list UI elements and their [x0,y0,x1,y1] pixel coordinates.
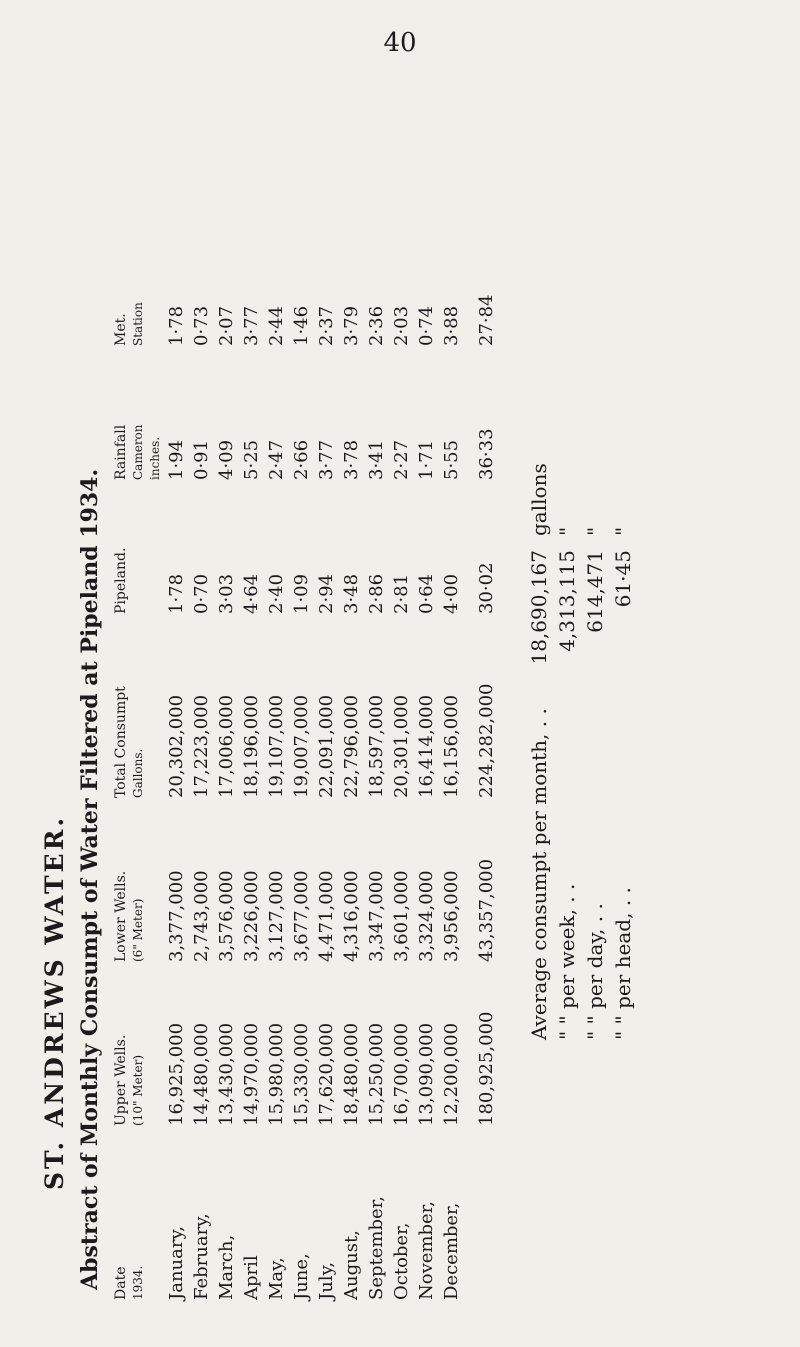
month-label: March, [216,1234,237,1300]
cell-cameron: 3·41 [366,439,387,480]
header-met-station: Met. Station [113,302,145,346]
cell-lower: 3,324,000 [416,870,437,962]
average-row [525,70,553,1040]
cell-met: 2·36 [366,305,387,346]
average-label: " " per day, . . [583,903,607,1040]
cell-lower: 3,677,000 [291,870,312,962]
average-row [609,70,637,1040]
cell-upper: 16,700,000 [391,1022,412,1126]
cell-pipeland: 0·64 [416,573,437,614]
cell-upper: 12,200,000 [441,1022,462,1126]
cell-cameron: 5·25 [241,439,262,480]
cell-lower: 3,956,000 [441,870,462,962]
cell-cameron: 2·66 [291,439,312,480]
cell-cameron: 1·94 [166,439,187,480]
cell-lower: 3,347,000 [366,870,387,962]
cell-met: 2·37 [316,305,337,346]
cell-total: 16,156,000 [441,694,462,798]
month-label: February, [191,1213,212,1300]
average-value: 18,690,167 [527,550,551,665]
total-lower: 43,357,000 [476,858,497,962]
cell-cameron: 5·55 [441,439,462,480]
average-row [581,70,609,1040]
consumpt-table [113,70,164,1300]
month-label: January, [166,1226,187,1300]
cell-lower: 3,226,000 [241,870,262,962]
cell-upper: 15,250,000 [366,1022,387,1126]
cell-total: 22,091,000 [316,694,337,798]
cell-cameron: 3·78 [341,439,362,480]
cell-met: 0·73 [191,305,212,346]
cell-pipeland: 2·40 [266,573,287,614]
cell-upper: 18,480,000 [341,1022,362,1126]
header-lower-wells: Lower Wells. (6" Meter) [113,870,145,962]
month-label: July, [316,1261,337,1300]
cell-upper: 16,925,000 [166,1022,187,1126]
month-label: October, [391,1222,412,1300]
average-value: 614,471 [583,550,607,633]
cell-upper: 17,620,000 [316,1022,337,1126]
month-label: August, [341,1230,362,1300]
cell-upper: 15,330,000 [291,1022,312,1126]
cell-pipeland: 4·00 [441,573,462,614]
total-cameron: 36·33 [476,428,497,480]
average-unit: " [555,526,579,536]
cell-pipeland: 2·86 [366,573,387,614]
document-title: ST. ANDREWS WATER. [40,814,69,1190]
cell-upper: 14,480,000 [191,1022,212,1126]
average-unit: gallons [527,463,551,536]
cell-total: 16,414,000 [416,694,437,798]
header-total-consumpt: Total Consumpt Gallons. [113,686,145,798]
cell-pipeland: 4·64 [241,573,262,614]
cell-met: 0·74 [416,305,437,346]
cell-total: 18,196,000 [241,694,262,798]
total-consumpt: 224,282,000 [476,683,497,798]
cell-met: 3·88 [441,305,462,346]
total-met: 27·84 [476,294,497,346]
table-caption: Abstract of Monthly Consumpt of Water Filtered at Pipeland 1934. [77,468,103,1290]
cell-pipeland: 2·81 [391,573,412,614]
month-label: April [241,1255,262,1300]
cell-lower: 4,471,000 [316,870,337,962]
cell-cameron: 4·09 [216,439,237,480]
cell-lower: 3,127,000 [266,870,287,962]
cell-lower: 2,743,000 [191,870,212,962]
cell-total: 22,796,000 [341,694,362,798]
cell-total: 20,301,000 [391,694,412,798]
month-label: May, [266,1257,287,1300]
cell-cameron: 2·47 [266,439,287,480]
cell-total: 20,302,000 [166,694,187,798]
cell-total: 19,107,000 [266,694,287,798]
header-upper-wells: Upper Wells. (10" Meter) [113,1034,145,1126]
page-number: 40 [383,28,417,58]
average-value: 4,313,115 [555,550,579,652]
header-date: Date 1934. [113,1265,145,1300]
cell-met: 3·77 [241,305,262,346]
cell-met: 1·46 [291,305,312,346]
table-rows [164,70,464,1300]
cell-pipeland: 0·70 [191,573,212,614]
cell-met: 2·44 [266,305,287,346]
cell-total: 17,006,000 [216,694,237,798]
cell-cameron: 3·77 [316,439,337,480]
average-unit: " [611,526,635,536]
cell-pipeland: 1·09 [291,573,312,614]
total-pipeland: 30·02 [476,562,497,614]
cell-met: 1·78 [166,305,187,346]
cell-cameron: 0·91 [191,439,212,480]
month-label: June, [291,1253,312,1300]
cell-total: 19,007,000 [291,694,312,798]
cell-met: 3·79 [341,305,362,346]
cell-upper: 13,430,000 [216,1022,237,1126]
averages-block [525,70,637,1040]
month-label: September, [366,1196,387,1300]
header-cameron: Rainfall Cameron inches. [113,424,162,480]
average-label: " " per head, . . [611,887,635,1040]
totals-row [474,70,499,1300]
average-label: Average consumpt per month, . . [527,708,551,1040]
month-label: December, [441,1202,462,1300]
cell-cameron: 1·71 [416,439,437,480]
cell-total: 17,223,000 [191,694,212,798]
total-upper: 180,925,000 [476,1011,497,1126]
rotated-table-area [40,70,760,1300]
cell-cameron: 2·27 [391,439,412,480]
cell-upper: 14,970,000 [241,1022,262,1126]
average-unit: " [583,526,607,536]
cell-total: 18,597,000 [366,694,387,798]
cell-met: 2·07 [216,305,237,346]
cell-pipeland: 3·48 [341,573,362,614]
average-value: 61·45 [611,550,635,608]
cell-lower: 3,576,000 [216,870,237,962]
month-label: November, [416,1201,437,1300]
header-pipeland: Pipeland. [113,547,129,614]
cell-lower: 4,316,000 [341,870,362,962]
cell-met: 2·03 [391,305,412,346]
cell-upper: 13,090,000 [416,1022,437,1126]
cell-pipeland: 3·03 [216,573,237,614]
average-row [553,70,581,1040]
cell-lower: 3,601,000 [391,870,412,962]
cell-lower: 3,377,000 [166,870,187,962]
cell-pipeland: 2·94 [316,573,337,614]
cell-pipeland: 1·78 [166,573,187,614]
average-label: " " per week, . . [555,883,579,1040]
cell-upper: 15,980,000 [266,1022,287,1126]
